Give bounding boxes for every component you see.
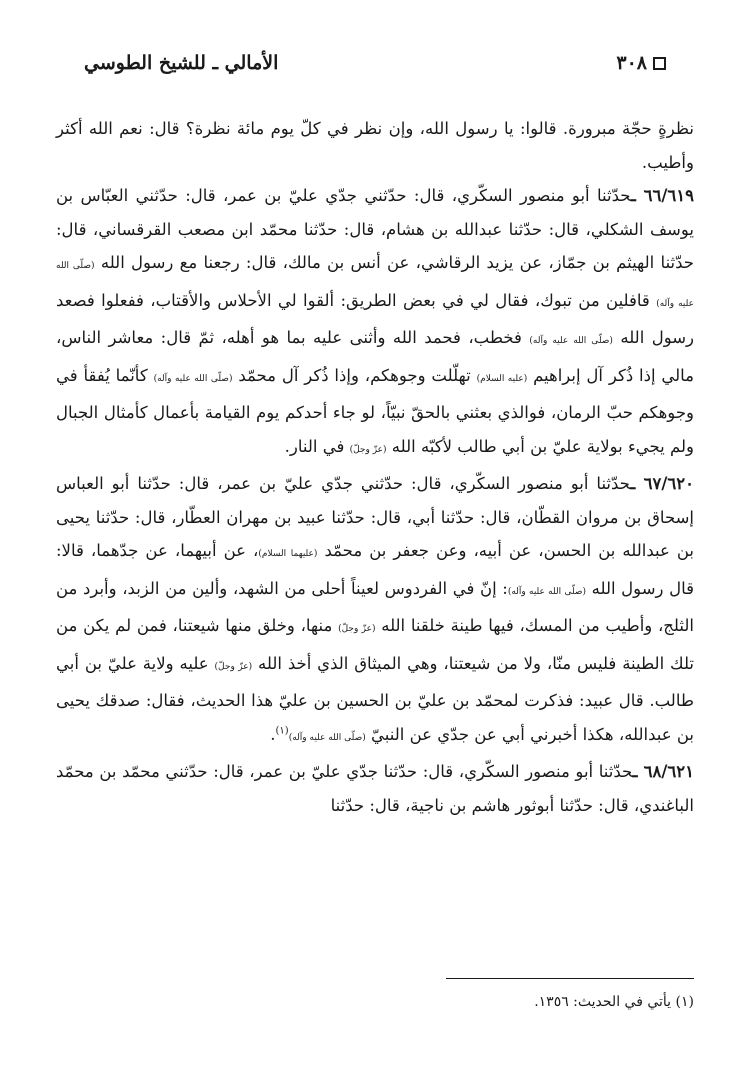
paragraph-text: قافلين من تبوك، فقال لي في بعض الطريق: ألقوا لي الأحلاس والأقتاب، ففعلوا فصعد رسول الله	[56, 290, 695, 347]
footnote-reference[interactable]: (١)	[275, 725, 289, 736]
paragraph-text: في النار.	[284, 436, 345, 456]
footnote: (١) يأتي في الحديث: ١٣٥٦.	[534, 994, 694, 1010]
running-title: الأمالي ـ للشيخ الطوسي	[84, 52, 279, 74]
footnote-divider	[446, 978, 694, 979]
paragraph-text: ، عن أبيهما، عن جدّهما، قالا: قال رسول الله	[56, 541, 695, 598]
paragraph-text: نظرةٍ حجّة مبرورة. قالوا: يا رسول الله، وإن نظر في كلّ يوم مائة نظرة؟ قال: نعم الله أكثر وأطيب.	[56, 119, 694, 172]
salutation-mark: (صلّى الله عليه وآله)	[529, 336, 613, 346]
paragraph-text: .	[270, 724, 276, 744]
paragraph-text: حدّثنا أبو منصور السكّري، قال: حدّثني جدّي عليّ بن عمر، قال: حدّثني العبّاس بن يوسف الشكلي، قال: حدّثنا عبدالله بن هشام، قال: حدّثنا محمّد ابن مصعب القرقساني، قال: حدّثنا الهيثم بن جمّاز، عن يزيد الرقاشي، عن أنس بن مالك، قال: رجعنا مع رسول الله	[56, 186, 694, 272]
hadith-paragraph	[56, 755, 694, 822]
paragraph-text: : إنّ في الفردوس لعيناً أحلى من الشهد، وألين من الزبد، وأبرد من الثلج، وأطيب من المسك، فيها طينة خلقنا الله	[56, 578, 694, 635]
hadith-number: ٦٧/٦٢٠ ـ	[630, 474, 694, 493]
hadith-number: ٦٨/٦٢١ ـ	[632, 762, 694, 781]
page-header	[84, 52, 666, 82]
paragraph-text: عليه ولاية عليّ بن أبي طالب. قال عبيد: فذكرت لمحمّد بن عليّ بن الحسين بن عليّ هذا الحديث، فقال: صدقك يحيى بن عبدالله، هكذا أخبرني أبي عن جدّي عن النبيّ	[56, 653, 694, 744]
paragraph-text: كأنّما يُفقأ في وجوهكم حبّ الرمان، فوالذي بعثني بالحقّ نبيّاً، لو جاء أحدكم يوم القيامة بأعمال كأمثال الجبال ولم يجيء بولاية عليّ بن أبي طالب لأكبّه الله	[56, 365, 694, 456]
salutation-mark: (عزّ وجلّ)	[349, 444, 387, 455]
page-number-text: ٣٠٨	[616, 52, 647, 74]
hadith-paragraph	[56, 467, 694, 755]
paragraph-continuation	[56, 112, 694, 179]
paragraph-text: منها، وخلق منها شيعتنا، فمن لم يكن من تلك الطينة فليس منّا، ولا من شيعتنا، وهي الميثاق الذي أخذ الله	[56, 616, 695, 673]
salutation-mark: (عزّ وجلّ)	[214, 661, 253, 672]
salutation-mark: (صلّى الله عليه وآله)	[153, 373, 233, 384]
salutation-mark: (عليه السلام)	[476, 373, 528, 384]
hadith-paragraph	[56, 179, 694, 467]
paragraph-text: تهلّلت وجوهكم، وإذا ذُكر آل محمّد	[238, 365, 471, 385]
salutation-mark: (عليهما السلام)	[258, 549, 318, 559]
salutation-mark: (صلّى الله عليه وآله)	[507, 586, 587, 597]
page-number	[616, 52, 666, 74]
salutation-mark: (صلّى الله عليه وآله)	[56, 261, 694, 309]
salutation-mark: (صلّى الله عليه وآله)	[288, 732, 366, 743]
paragraph-text: فخطب، فحمد الله وأثنى عليه بما هو أهله، ثمّ قال: معاشر الناس، مالي إذا ذُكر آل إبراهيم	[56, 328, 695, 385]
square-marker-icon	[653, 57, 666, 70]
salutation-mark: (عزّ وجلّ)	[338, 624, 376, 634]
hadith-number: ٦٦/٦١٩ ـ	[630, 186, 694, 205]
paragraph-text: حدّثنا أبو منصور السكّري، قال: حدّثني جدّي عليّ بن عمر، قال: حدّثنا أبو العباس إسحاق بن مروان القطّان، قال: حدّثنا أبي، قال: حدّثنا عبيد بن مهران العطّار، قال: حدّثنا يحيى بن عبدالله بن الحسن، عن أبيه، وعن جعفر بن محمّد	[56, 474, 694, 560]
paragraph-text: حدّثنا أبو منصور السكّري، قال: حدّثنا جدّي عليّ بن عمر، قال: حدّثني محمّد بن محمّد الباغندي، قال: حدّثنا أبوثور هاشم بن ناجية، قال: حدّثنا	[56, 762, 694, 815]
main-text	[56, 112, 694, 822]
